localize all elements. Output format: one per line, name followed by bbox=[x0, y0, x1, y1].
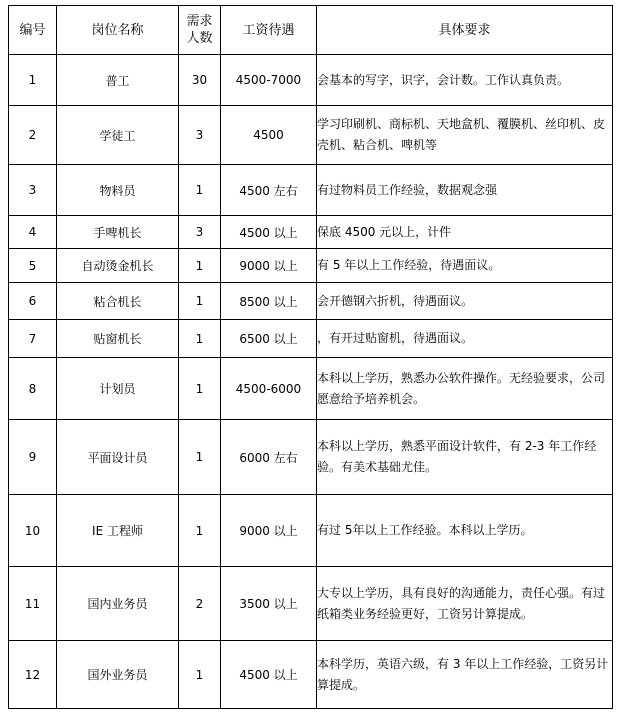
row-count: 1 bbox=[179, 283, 221, 320]
row-id: 7 bbox=[9, 320, 57, 358]
row-salary: 3500 以上 bbox=[221, 567, 317, 641]
row-requirements: 会基本的写字，识字，会计数。工作认真负责。 bbox=[317, 55, 613, 106]
row-salary: 9000 以上 bbox=[221, 249, 317, 283]
header-salary: 工资待遇 bbox=[221, 6, 317, 55]
header-row bbox=[9, 6, 613, 55]
row-id: 4 bbox=[9, 216, 57, 249]
row-position: 计划员 bbox=[57, 358, 179, 420]
row-position: 国外业务员 bbox=[57, 641, 179, 709]
row-count: 1 bbox=[179, 320, 221, 358]
row-id: 1 bbox=[9, 55, 57, 106]
row-position: 手啤机长 bbox=[57, 216, 179, 249]
table-row bbox=[9, 165, 613, 216]
row-count: 3 bbox=[179, 216, 221, 249]
row-count: 30 bbox=[179, 55, 221, 106]
row-requirements: 会开德钢六折机，待遇面议。 bbox=[317, 283, 613, 320]
header-count-line1: 需求 bbox=[186, 14, 213, 29]
recruitment-table bbox=[8, 5, 613, 709]
row-position: IE 工程师 bbox=[57, 495, 179, 567]
table-row bbox=[9, 641, 613, 709]
row-position: 粘合机长 bbox=[57, 283, 179, 320]
row-id: 12 bbox=[9, 641, 57, 709]
row-count: 1 bbox=[179, 641, 221, 709]
row-count: 1 bbox=[179, 358, 221, 420]
table-row bbox=[9, 320, 613, 358]
table-row bbox=[9, 567, 613, 641]
row-count: 2 bbox=[179, 567, 221, 641]
row-count: 1 bbox=[179, 165, 221, 216]
row-salary: 4500 以上 bbox=[221, 641, 317, 709]
table-row bbox=[9, 106, 613, 165]
row-position: 自动烫金机长 bbox=[57, 249, 179, 283]
row-salary: 4500 以上 bbox=[221, 216, 317, 249]
row-requirements: 有 5 年以上工作经验，待遇面议。 bbox=[317, 249, 613, 283]
table-row bbox=[9, 420, 613, 495]
row-requirements: 本科以上学历，熟悉办公软件操作。无经验要求，公司愿意给予培养机会。 bbox=[317, 358, 613, 420]
row-requirements: 有过物料员工作经验，数据观念强 bbox=[317, 165, 613, 216]
row-salary: 4500-7000 bbox=[221, 55, 317, 106]
table-row bbox=[9, 495, 613, 567]
row-salary: 4500 左右 bbox=[221, 165, 317, 216]
row-id: 5 bbox=[9, 249, 57, 283]
header-count-line2: 人数 bbox=[186, 31, 213, 46]
row-position: 国内业务员 bbox=[57, 567, 179, 641]
row-id: 10 bbox=[9, 495, 57, 567]
table-row bbox=[9, 358, 613, 420]
row-id: 11 bbox=[9, 567, 57, 641]
row-count: 1 bbox=[179, 495, 221, 567]
row-count: 1 bbox=[179, 420, 221, 495]
table-row bbox=[9, 249, 613, 283]
table-row bbox=[9, 55, 613, 106]
row-id: 8 bbox=[9, 358, 57, 420]
row-salary: 4500-6000 bbox=[221, 358, 317, 420]
row-requirements: ，有开过贴窗机，待遇面议。 bbox=[317, 320, 613, 358]
row-requirements: 大专以上学历，具有良好的沟通能力，责任心强。有过纸箱类业务经验更好，工资另计算提成。 bbox=[317, 567, 613, 641]
header-position: 岗位名称 bbox=[57, 6, 179, 55]
row-position: 贴窗机长 bbox=[57, 320, 179, 358]
row-position: 平面设计员 bbox=[57, 420, 179, 495]
row-salary: 6000 左右 bbox=[221, 420, 317, 495]
row-requirements: 有过 5年以上工作经验。本科以上学历。 bbox=[317, 495, 613, 567]
row-requirements: 本科以上学历，熟悉平面设计软件，有 2-3 年工作经验。有美术基础尤佳。 bbox=[317, 420, 613, 495]
header-requirements: 具体要求 bbox=[317, 6, 613, 55]
recruitment-table-container bbox=[8, 5, 613, 709]
row-requirements: 保底 4500 元以上，计件 bbox=[317, 216, 613, 249]
row-position: 普工 bbox=[57, 55, 179, 106]
row-id: 9 bbox=[9, 420, 57, 495]
row-salary: 8500 以上 bbox=[221, 283, 317, 320]
row-count: 3 bbox=[179, 106, 221, 165]
row-count: 1 bbox=[179, 249, 221, 283]
row-requirements: 本科学历，英语六级，有 3 年以上工作经验，工资另计算提成。 bbox=[317, 641, 613, 709]
row-id: 2 bbox=[9, 106, 57, 165]
row-position: 物料员 bbox=[57, 165, 179, 216]
header-count bbox=[179, 6, 221, 55]
table-row bbox=[9, 283, 613, 320]
row-position: 学徒工 bbox=[57, 106, 179, 165]
row-salary: 6500 以上 bbox=[221, 320, 317, 358]
row-requirements: 学习印刷机、商标机、天地盒机、覆膜机、丝印机、皮壳机、粘合机、啤机等 bbox=[317, 106, 613, 165]
row-salary: 4500 bbox=[221, 106, 317, 165]
row-id: 6 bbox=[9, 283, 57, 320]
table-row bbox=[9, 216, 613, 249]
row-id: 3 bbox=[9, 165, 57, 216]
row-salary: 9000 以上 bbox=[221, 495, 317, 567]
header-id: 编号 bbox=[9, 6, 57, 55]
